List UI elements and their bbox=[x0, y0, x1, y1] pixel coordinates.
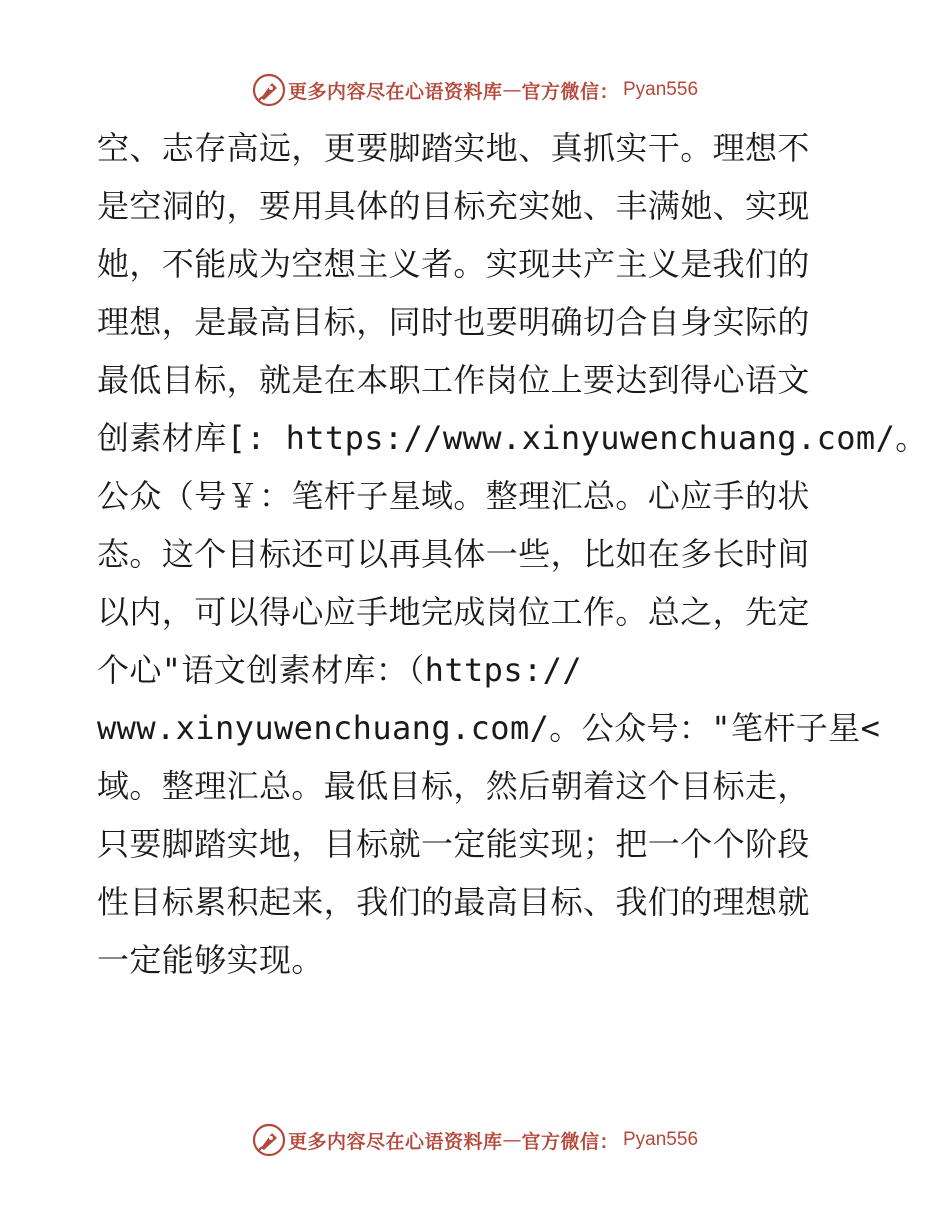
body-line: 态。这个目标还可以再具体一些，比如在多长时间 bbox=[97, 535, 810, 573]
banner-wechat-label: 官方微信： bbox=[521, 1130, 619, 1153]
banner-dash: — bbox=[502, 1129, 522, 1151]
banner-wechat-handle: Pyan556 bbox=[623, 79, 699, 100]
body-line: 域。整理汇总。最低目标，然后朝着这个目标走， bbox=[97, 767, 810, 805]
banner-wechat-label: 官方微信： bbox=[521, 80, 619, 103]
document-body bbox=[97, 119, 928, 989]
banner-title: 更多内容尽在心语资料库 bbox=[287, 80, 503, 103]
body-line: 是空洞的，要用具体的目标充实她、丰满她、实现 bbox=[97, 187, 810, 225]
banner-wechat-handle: Pyan556 bbox=[623, 1129, 699, 1150]
banner-title: 更多内容尽在心语资料库 bbox=[287, 1130, 503, 1153]
body-line: 以内，可以得心应手地完成岗位工作。总之，先定 bbox=[97, 593, 810, 631]
body-line: 性目标累积起来，我们的最高目标、我们的理想就 bbox=[97, 883, 810, 921]
body-line: 创素材库[: https://www.xinyuwenchuang.com/。 bbox=[97, 419, 928, 457]
body-line: 空、志存高远，更要脚踏实地、真抓实干。理想不 bbox=[97, 129, 810, 167]
body-line: 一定能够实现。 bbox=[97, 941, 324, 979]
body-line: 最低目标，就是在本职工作岗位上要达到得心语文 bbox=[97, 361, 810, 399]
body-line: 理想，是最高目标，同时也要明确切合自身实际的 bbox=[97, 303, 810, 341]
pen-nib-logo-icon bbox=[252, 73, 286, 107]
footer-banner bbox=[0, 1120, 950, 1160]
header-banner bbox=[0, 70, 950, 110]
body-line: www.xinyuwenchuang.com/。公众号："笔杆子星< bbox=[97, 709, 881, 747]
pen-nib-logo-icon bbox=[252, 1123, 286, 1157]
banner-dash: — bbox=[502, 79, 522, 101]
body-line: 公众（号￥：笔杆子星域。整理汇总。心应手的状 bbox=[97, 477, 810, 515]
body-line: 个心"语文创素材库：（https:// bbox=[97, 651, 582, 689]
body-line: 她，不能成为空想主义者。实现共产主义是我们的 bbox=[97, 245, 810, 283]
body-line: 只要脚踏实地，目标就一定能实现；把一个个阶段 bbox=[97, 825, 810, 863]
